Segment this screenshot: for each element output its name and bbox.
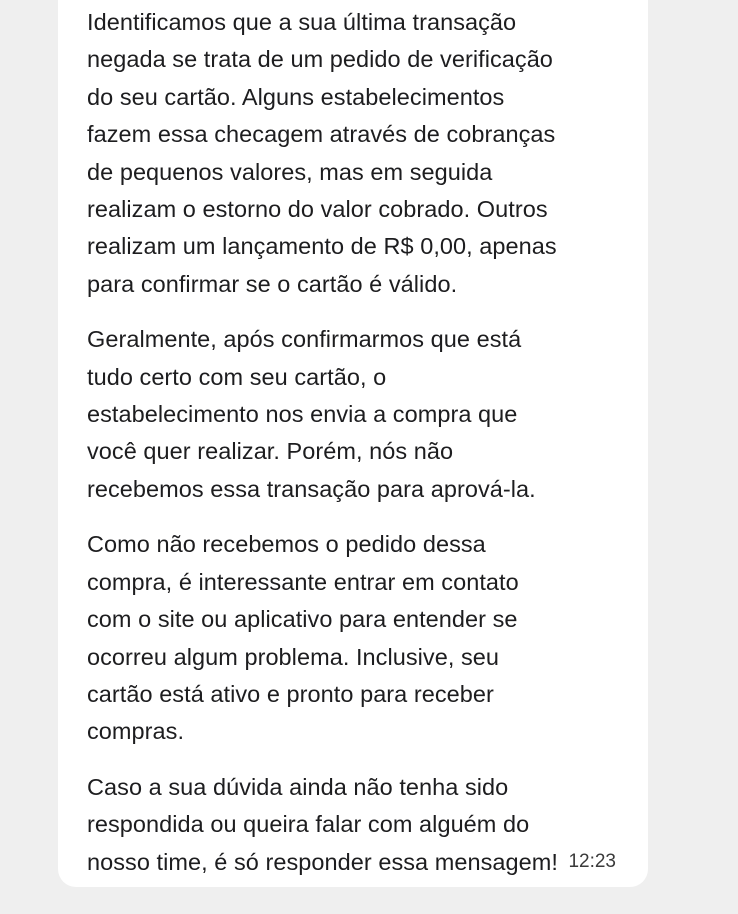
message-bubble[interactable] (58, 0, 648, 887)
message-paragraph-3: Como não recebemos o pedido dessa compra, é interessante entrar em contato com o site ou aplicativo para entender se ocorreu algum problema. Inclusive, seu cartão está ativo e pronto para receber compras. (87, 531, 519, 745)
message-paragraph-4: Caso a sua dúvida ainda não tenha sido respondida ou queira falar com alguém do nosso time, é só responder essa mensagem! (87, 773, 558, 875)
message-paragraph-2: Geralmente, após confirmarmos que está tudo certo com seu cartão, o estabelecimento nos envia a compra que você quer realizar. Porém, nós não recebemos essa transação para aprová-la. (87, 326, 536, 502)
message-timestamp: 12:23 (568, 851, 616, 872)
message-paragraph-1: Identificamos que a sua última transação negada se trata de um pedido de verificação do seu cartão. Alguns estabelecimentos fazem essa checagem através de cobranças de pequenos valores, mas em seguida realizam o estorno do valor cobrado. Outros realizam um lançamento de R$ 0,00, apenas para confirmar se o cartão é válido. (87, 9, 557, 297)
